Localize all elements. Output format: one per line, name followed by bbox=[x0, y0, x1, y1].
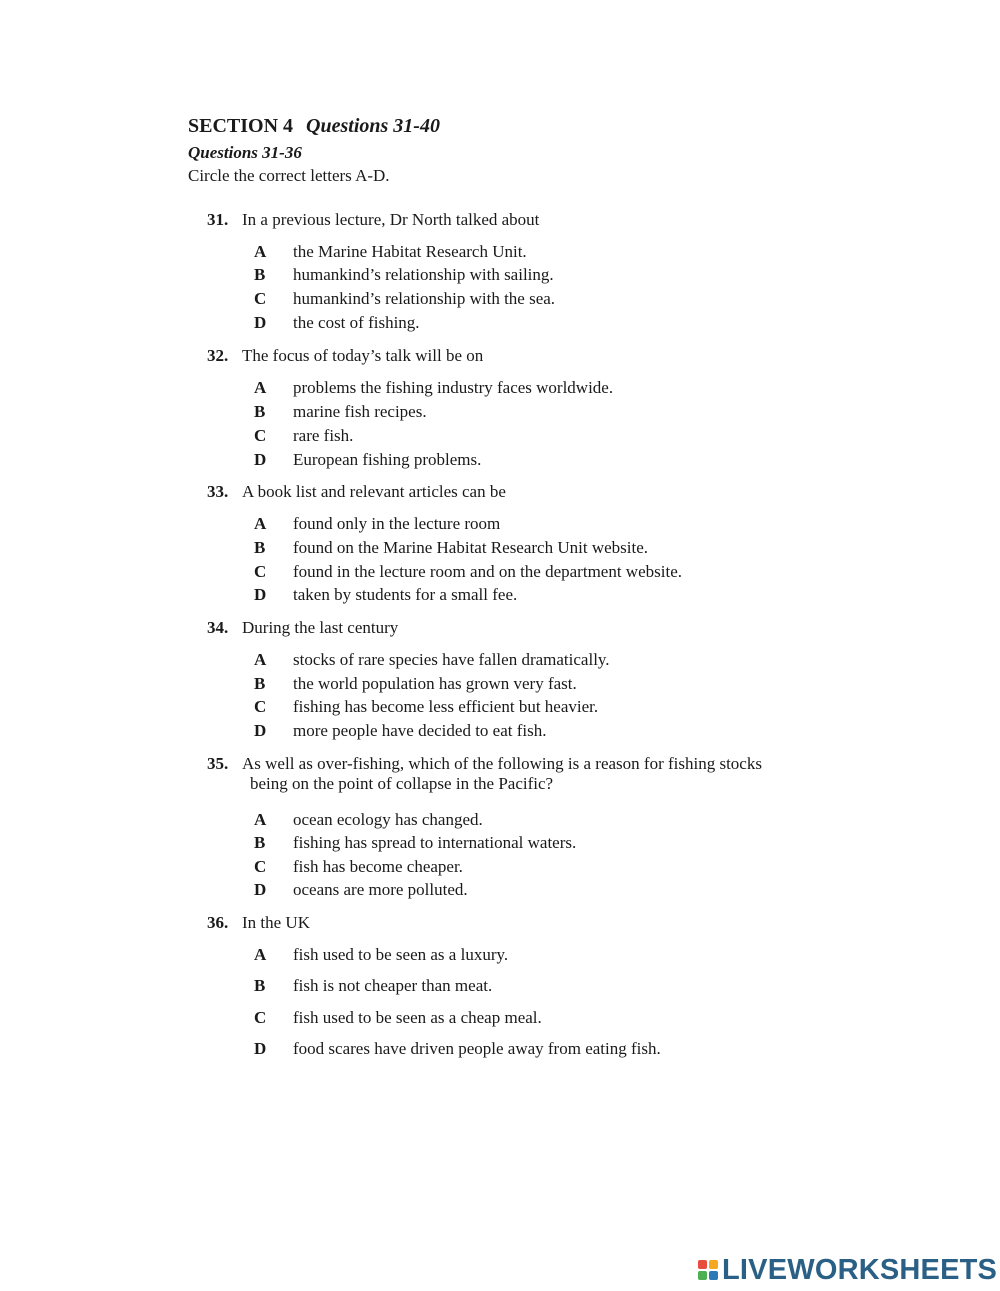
option-33-d[interactable] bbox=[254, 585, 517, 605]
option-letter: C bbox=[254, 1008, 267, 1027]
option-text: fishing has spread to international waters. bbox=[293, 833, 577, 852]
section-label: SECTION 4 bbox=[188, 115, 294, 137]
option-32-d[interactable] bbox=[254, 450, 481, 470]
option-letter: B bbox=[254, 674, 266, 693]
question-text: During the last century bbox=[242, 618, 399, 637]
logo-text: LIVEWORKSHEETS bbox=[722, 1253, 998, 1286]
option-text: humankind’s relationship with sailing. bbox=[293, 265, 554, 284]
option-36-b[interactable] bbox=[254, 976, 492, 996]
option-letter: A bbox=[254, 810, 267, 829]
option-letter: D bbox=[254, 880, 267, 899]
option-letter: A bbox=[254, 945, 267, 964]
option-text: humankind’s relationship with the sea. bbox=[293, 289, 556, 308]
option-letter: B bbox=[254, 402, 266, 421]
question-number: 34. bbox=[207, 618, 229, 637]
option-32-c[interactable] bbox=[254, 426, 353, 446]
option-letter: C bbox=[254, 562, 267, 581]
option-text: fish used to be seen as a cheap meal. bbox=[293, 1008, 542, 1027]
option-33-b[interactable] bbox=[254, 538, 648, 558]
option-31-d[interactable] bbox=[254, 313, 420, 333]
logo-square-orange bbox=[709, 1260, 718, 1269]
option-34-d[interactable] bbox=[254, 721, 546, 741]
option-text: European fishing problems. bbox=[293, 450, 482, 469]
option-text: found in the lecture room and on the department website. bbox=[293, 562, 682, 581]
question-number: 36. bbox=[207, 913, 229, 932]
option-35-c[interactable] bbox=[254, 857, 463, 877]
option-letter: D bbox=[254, 1039, 267, 1058]
option-31-b[interactable] bbox=[254, 265, 554, 285]
option-32-a[interactable] bbox=[254, 378, 613, 398]
option-32-b[interactable] bbox=[254, 402, 427, 422]
option-35-a[interactable] bbox=[254, 810, 483, 830]
option-text: oceans are more polluted. bbox=[293, 880, 468, 899]
question-stem-33 bbox=[207, 482, 506, 502]
option-text: the cost of fishing. bbox=[293, 313, 420, 332]
option-letter: D bbox=[254, 721, 267, 740]
option-letter: C bbox=[254, 857, 267, 876]
question-stem-32 bbox=[207, 346, 483, 366]
liveworksheets-logo-icon bbox=[698, 1260, 718, 1280]
logo-square-green bbox=[698, 1271, 707, 1280]
option-letter: D bbox=[254, 585, 267, 604]
option-letter: A bbox=[254, 378, 267, 397]
option-text: the world population has grown very fast. bbox=[293, 674, 577, 693]
option-letter: A bbox=[254, 242, 267, 261]
question-stem-31 bbox=[207, 210, 539, 230]
liveworksheets-logo bbox=[698, 1253, 997, 1287]
option-33-c[interactable] bbox=[254, 562, 682, 582]
option-text: taken by students for a small fee. bbox=[293, 585, 518, 604]
question-number: 35. bbox=[207, 754, 229, 773]
question-number: 33. bbox=[207, 482, 229, 501]
option-33-a[interactable] bbox=[254, 514, 500, 534]
question-text: The focus of today’s talk will be on bbox=[242, 346, 484, 365]
option-letter: B bbox=[254, 538, 266, 557]
question-text: As well as over-fishing, which of the following is a reason for fishing stocks bbox=[242, 754, 762, 773]
logo-square-red bbox=[698, 1260, 707, 1269]
option-letter: D bbox=[254, 313, 267, 332]
option-text: found on the Marine Habitat Research Unit website. bbox=[293, 538, 649, 557]
question-number: 32. bbox=[207, 346, 229, 365]
logo-square-blue bbox=[709, 1271, 718, 1280]
option-34-c[interactable] bbox=[254, 697, 598, 717]
option-text: the Marine Habitat Research Unit. bbox=[293, 242, 527, 261]
option-36-a[interactable] bbox=[254, 945, 508, 965]
question-text: In the UK bbox=[242, 913, 310, 932]
section-question-range: Questions 31-40 bbox=[306, 115, 440, 137]
option-31-c[interactable] bbox=[254, 289, 555, 309]
option-letter: C bbox=[254, 289, 267, 308]
option-text: rare fish. bbox=[293, 426, 354, 445]
option-34-a[interactable] bbox=[254, 650, 610, 670]
instruction-text: Circle the correct letters A-D. bbox=[188, 166, 390, 185]
option-35-d[interactable] bbox=[254, 880, 468, 900]
option-letter: B bbox=[254, 976, 266, 995]
option-text: found only in the lecture room bbox=[293, 514, 501, 533]
option-text: marine fish recipes. bbox=[293, 402, 427, 421]
option-34-b[interactable] bbox=[254, 674, 577, 694]
option-text: food scares have driven people away from eating fish. bbox=[293, 1039, 661, 1058]
question-text: A book list and relevant articles can be bbox=[242, 482, 506, 501]
question-text: In a previous lecture, Dr North talked about bbox=[242, 210, 540, 229]
option-text: fish has become cheaper. bbox=[293, 857, 463, 876]
subsection-title: Questions 31-36 bbox=[188, 143, 302, 162]
section-title bbox=[188, 115, 440, 138]
option-text: fish used to be seen as a luxury. bbox=[293, 945, 509, 964]
question-number: 31. bbox=[207, 210, 229, 229]
option-text: fishing has become less efficient but heavier. bbox=[293, 697, 599, 716]
option-letter: A bbox=[254, 514, 267, 533]
option-31-a[interactable] bbox=[254, 242, 527, 262]
option-letter: D bbox=[254, 450, 267, 469]
option-text: problems the fishing industry faces worldwide. bbox=[293, 378, 614, 397]
question-stem-35 bbox=[207, 754, 762, 794]
option-letter: C bbox=[254, 426, 267, 445]
option-text: stocks of rare species have fallen dramatically. bbox=[293, 650, 610, 669]
option-text: more people have decided to eat fish. bbox=[293, 721, 547, 740]
option-letter: A bbox=[254, 650, 267, 669]
option-letter: C bbox=[254, 697, 267, 716]
option-35-b[interactable] bbox=[254, 833, 576, 853]
question-stem-34 bbox=[207, 618, 398, 638]
question-text-continued: being on the point of collapse in the Pacific? bbox=[250, 774, 554, 793]
question-stem-36 bbox=[207, 913, 310, 933]
option-letter: B bbox=[254, 833, 266, 852]
option-text: ocean ecology has changed. bbox=[293, 810, 483, 829]
option-text: fish is not cheaper than meat. bbox=[293, 976, 493, 995]
option-36-c[interactable] bbox=[254, 1008, 542, 1028]
option-letter: B bbox=[254, 265, 266, 284]
option-36-d[interactable] bbox=[254, 1039, 661, 1059]
